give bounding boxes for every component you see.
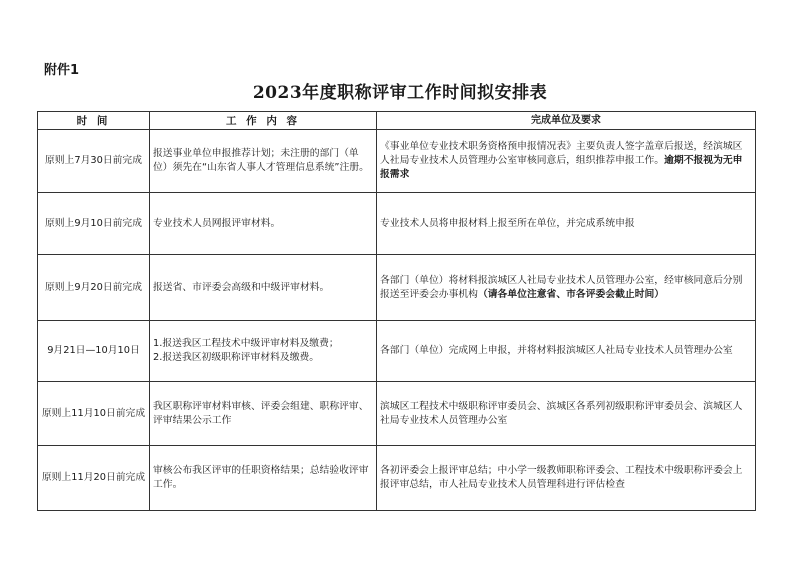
requirement-text: 《事业单位专业技术职务资格预申报情况表》主要负责人签字盖章后报送，经滨城区人社局专业技术人员管理办公室审核同意后，组织推荐申报工作。: [380, 141, 743, 166]
requirement-emphasis: 逾期不报视为无申报需求: [380, 155, 743, 180]
table-row: [38, 130, 756, 193]
schedule-table: [37, 111, 756, 511]
requirement-cell: [377, 446, 756, 511]
requirement-emphasis: （请各单位注意省、市各评委会截止时间）: [477, 288, 665, 300]
column-header-requirement: 完成单位及要求: [377, 112, 756, 130]
table-row: [38, 255, 756, 321]
requirement-text: 各初评委会上报评审总结；中小学一级教师职称评委会、工程技术中级职称评委会上报评审总结，市人社局专业技术人员管理科进行评估检查: [380, 465, 743, 490]
table-header-row: [38, 112, 756, 130]
requirement-cell: [377, 255, 756, 321]
time-cell: 原则上11月20日前完成: [38, 446, 150, 511]
time-cell: 原则上7月30日前完成: [38, 130, 150, 193]
requirement-cell: [377, 130, 756, 193]
time-cell: 原则上11月10日前完成: [38, 382, 150, 446]
table-row: [38, 382, 756, 446]
requirement-cell: [377, 321, 756, 382]
requirement-text: 专业技术人员将申报材料上报至所在单位，并完成系统申报: [380, 217, 635, 229]
requirement-text: 各部门（单位）将材料报滨城区人社局专业技术人员管理办公室，经审核同意后分别报送至评委会办事机构: [380, 274, 743, 300]
requirement-text: 滨城区工程技术中级职称评审委员会、滨城区各系列初级职称评审委员会、滨城区人社局专业技术人员管理办公室: [380, 400, 743, 426]
content-cell: 专业技术人员网报评审材料。: [150, 193, 377, 255]
requirement-cell: [377, 382, 756, 446]
document-title: 2023年度职称评审工作时间拟安排表: [252, 83, 548, 103]
requirement-text: 各部门（单位）完成网上申报，并将材料报滨城区人社局专业技术人员管理办公室: [380, 345, 733, 356]
column-header-content: 工 作 内 容: [150, 112, 377, 130]
attachment-label: 附件1: [44, 63, 80, 78]
content-cell: 我区职称评审材料审核、评委会组建、职称评审、评审结果公示工作: [150, 382, 377, 446]
table-row: [38, 321, 756, 382]
content-cell: 审核公布我区评审的任职资格结果；总结验收评审工作。: [150, 446, 377, 511]
time-cell: 原则上9月10日前完成: [38, 193, 150, 255]
content-cell: 报送事业单位申报推荐计划；未注册的部门（单位）须先在“山东省人事人才管理信息系统”注册。: [150, 130, 377, 193]
column-header-time: 时 间: [38, 112, 150, 130]
table-row: [38, 193, 756, 255]
requirement-cell: [377, 193, 756, 255]
time-cell: 9月21日—10月10日: [38, 321, 150, 382]
content-cell: 1.报送我区工程技术中级评审材料及缴费； 2.报送我区初级职称评审材料及缴费。: [150, 321, 377, 382]
content-cell: 报送省、市评委会高级和中级评审材料。: [150, 255, 377, 321]
time-cell: 原则上9月20日前完成: [38, 255, 150, 321]
table-row: [38, 446, 756, 511]
